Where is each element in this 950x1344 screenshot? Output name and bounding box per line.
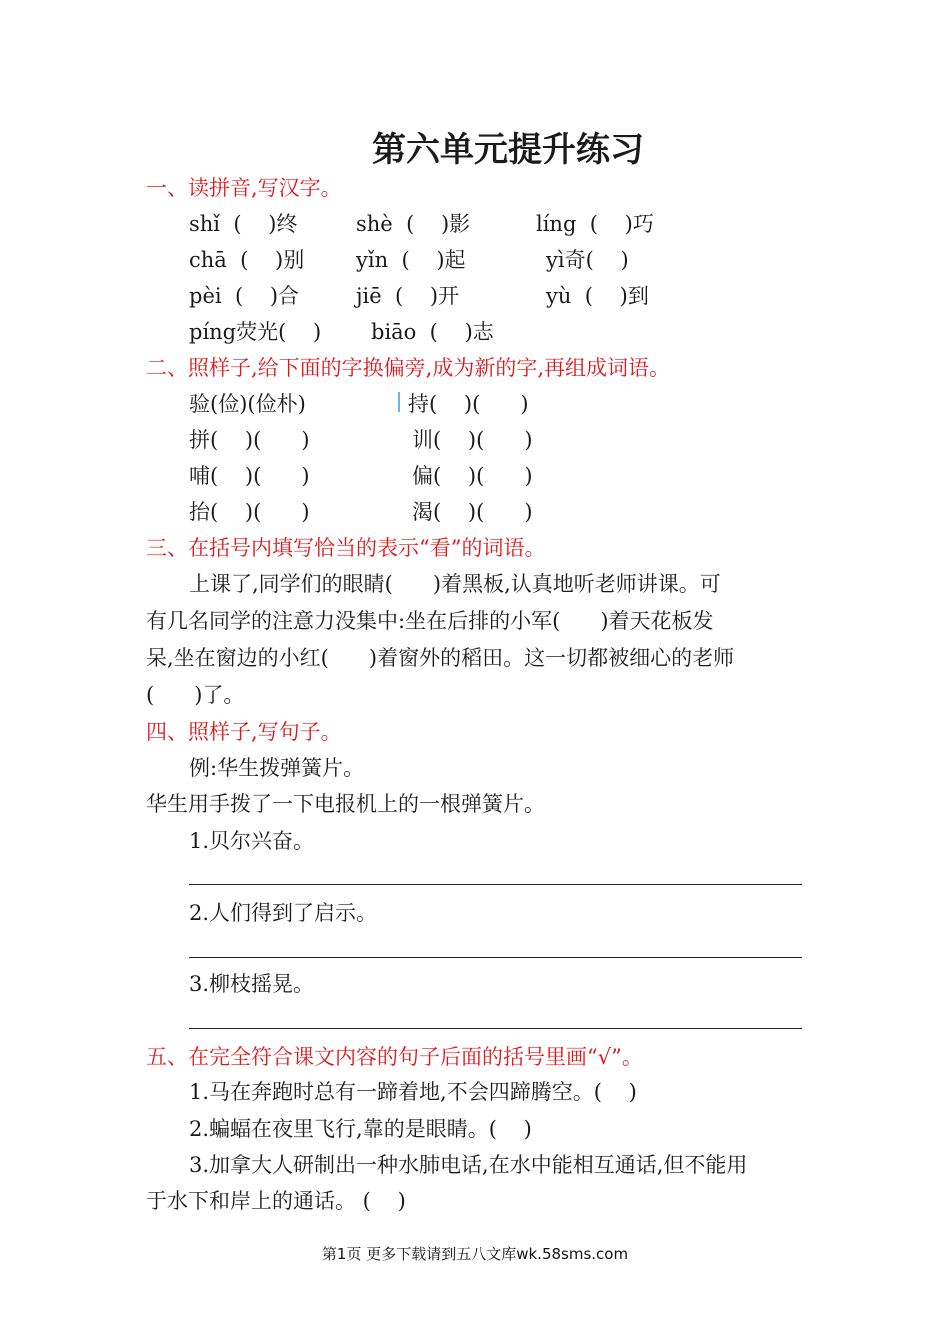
text-cursor [398, 392, 400, 412]
judgment-item: 2.蝙蝠在夜里飞行,靠的是眼睛。( ) [189, 1117, 532, 1141]
radical-item: 训( )( ) [412, 428, 533, 452]
section-5-heading: 五、在完全符合课文内容的句子后面的括号里画“√”。 [146, 1045, 643, 1069]
pinyin-item: shǐ ( )终 [189, 212, 298, 236]
paragraph-line: 有几名同学的注意力没集中:坐在后排的小军( )着天花板发 [146, 609, 714, 633]
radical-item: 拼( )( ) [189, 428, 310, 452]
example-sentence: 例:华生拨弹簧片。 [189, 756, 365, 780]
pinyin-item: yǐn ( )起 [356, 248, 466, 272]
pinyin-item: biāo ( )志 [371, 320, 494, 344]
pinyin-item: jiē ( )开 [356, 284, 460, 308]
radical-item: 验(俭)(俭朴) [189, 392, 306, 416]
section-3-heading: 三、在括号内填写恰当的表示“看”的词语。 [146, 536, 546, 560]
paragraph-line: 呆,坐在窗边的小红( )着窗外的稻田。这一切都被细心的老师 [146, 646, 735, 670]
radical-item: 哺( )( ) [189, 464, 310, 488]
radical-item: 抬( )( ) [189, 500, 310, 524]
page-footer: 第1页 更多下载请到五八文库wk.58sms.com [321, 1245, 629, 1263]
judgment-item: 于水下和岸上的通话。 ( ) [146, 1189, 406, 1213]
section-2-heading: 二、照样子,给下面的字换偏旁,成为新的字,再组成词语。 [146, 356, 671, 380]
pinyin-item: píng荧光( ) [189, 320, 322, 344]
exercise-item: 2.人们得到了启示。 [189, 901, 378, 925]
answer-line [189, 957, 802, 958]
answer-line [189, 884, 802, 885]
judgment-item: 1.马在奔跑时总有一蹄着地,不会四蹄腾空。( ) [189, 1080, 637, 1104]
pinyin-item: yì奇( ) [546, 248, 629, 272]
example-answer: 华生用手拨了一下电报机上的一根弹簧片。 [146, 792, 545, 816]
pinyin-item: yù ( )到 [546, 284, 649, 308]
section-4-heading: 四、照样子,写句子。 [146, 720, 342, 744]
radical-item: 渴( )( ) [412, 500, 533, 524]
exercise-item: 3.柳枝摇晃。 [189, 972, 315, 996]
radical-item: 持( )( ) [408, 392, 529, 416]
judgment-item: 3.加拿大人研制出一种水肺电话,在水中能相互通话,但不能用 [189, 1153, 748, 1177]
paragraph-line: 上课了,同学们的眼睛( )着黑板,认真地听老师讲课。可 [189, 572, 721, 596]
page-title: 第六单元提升练习 [372, 130, 644, 170]
pinyin-item: pèi ( )合 [189, 284, 300, 308]
radical-item: 偏( )( ) [412, 464, 533, 488]
answer-line [189, 1028, 802, 1029]
paragraph-line: ( )了。 [146, 683, 245, 707]
exercise-item: 1.贝尔兴奋。 [189, 829, 315, 853]
pinyin-item: líng ( )巧 [536, 212, 654, 236]
pinyin-item: chā ( )别 [189, 248, 305, 272]
pinyin-item: shè ( )影 [356, 212, 471, 236]
section-1-heading: 一、读拼音,写汉字。 [146, 176, 342, 200]
